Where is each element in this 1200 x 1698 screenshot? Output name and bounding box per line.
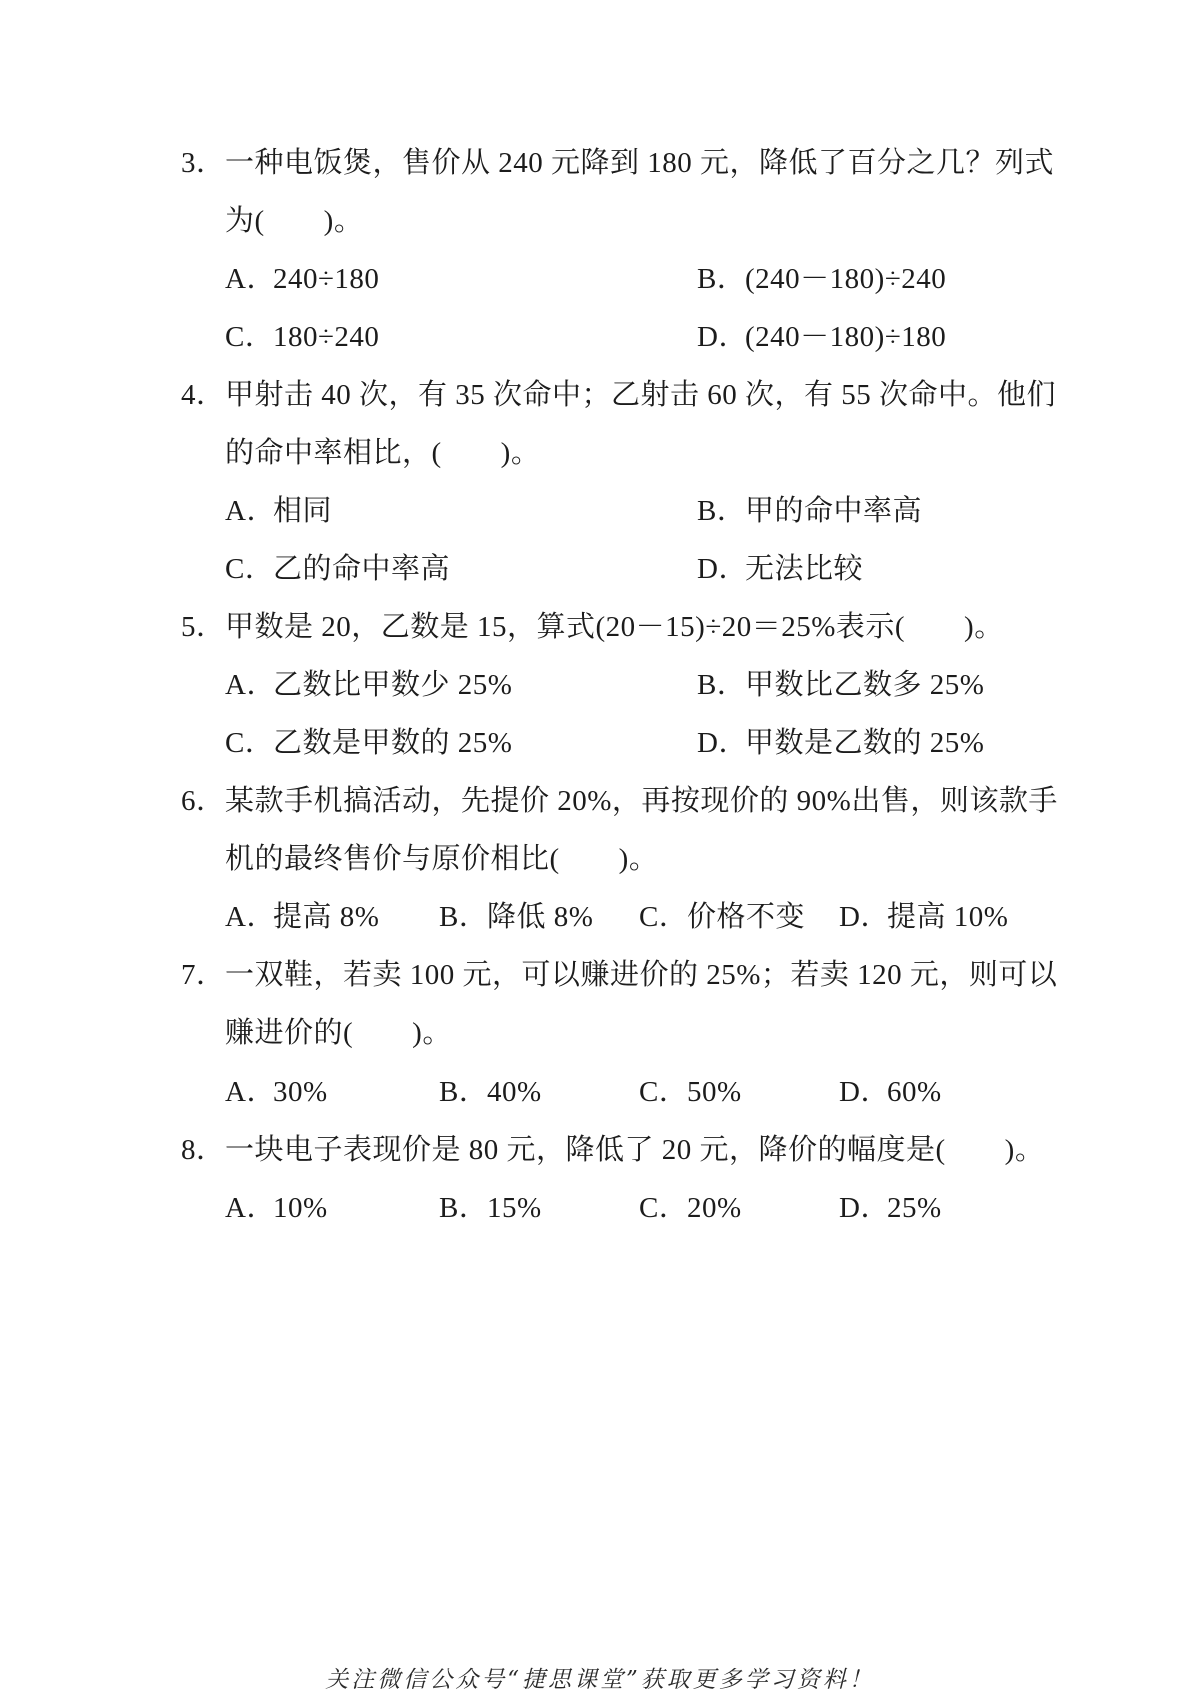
option-text: 180÷240 <box>273 321 380 353</box>
question-text-line: 一块电子表现价是 80 元，降低了 20 元，降价的幅度是( )。 <box>225 1134 1045 1166</box>
question-text-line: 一双鞋，若卖 100 元，可以赚进价的 25%；若卖 120 元，则可以 <box>225 959 1058 991</box>
option-letter: A． <box>225 669 276 701</box>
question-number: 6． <box>181 785 226 817</box>
option-text: 无法比较 <box>745 553 864 585</box>
option-letter: D． <box>697 727 748 759</box>
option-text: 10% <box>273 1192 328 1224</box>
option-a <box>225 1188 328 1228</box>
option-a <box>225 897 379 937</box>
option-letter: C． <box>225 553 275 585</box>
option-text: 20% <box>687 1192 742 1224</box>
option-letter: B． <box>697 669 747 701</box>
option-b <box>697 259 946 299</box>
option-text: 乙数比甲数少 25% <box>273 669 513 701</box>
option-letter: D． <box>839 1192 890 1224</box>
option-text: 50% <box>687 1076 742 1108</box>
question-text-line: 甲数是 20，乙数是 15，算式(20－15)÷20＝25%表示( )。 <box>225 611 1004 643</box>
option-d <box>839 897 1008 937</box>
footer-promo-text: 关注微信公众号“捷思课堂”获取更多学习资料！ <box>325 1667 875 1693</box>
option-letter: B． <box>697 495 747 527</box>
option-letter: C． <box>639 1192 689 1224</box>
option-a <box>225 259 379 299</box>
question-number: 7． <box>181 959 226 991</box>
option-text: (240－180)÷240 <box>745 263 947 295</box>
question-text-line: 某款手机搞活动，先提价 20%，再按现价的 90%出售，则该款手 <box>225 785 1058 817</box>
option-text: 240÷180 <box>273 263 380 295</box>
option-text: 提高 10% <box>887 901 1009 933</box>
option-d <box>839 1188 942 1228</box>
option-text: 15% <box>487 1192 542 1224</box>
question-number: 5． <box>181 611 226 643</box>
question-number: 4． <box>181 379 226 411</box>
option-text: 乙的命中率高 <box>273 553 451 585</box>
option-b <box>439 1072 542 1112</box>
option-d <box>697 723 984 763</box>
option-letter: C． <box>225 727 275 759</box>
option-text: 降低 8% <box>487 901 594 933</box>
question-number: 8． <box>181 1134 226 1166</box>
option-text: 40% <box>487 1076 542 1108</box>
option-letter: A． <box>225 1192 276 1224</box>
option-letter: D． <box>839 1076 890 1108</box>
option-letter: D． <box>697 553 748 585</box>
option-text: 60% <box>887 1076 942 1108</box>
option-letter: A． <box>225 1076 276 1108</box>
option-d <box>697 549 863 589</box>
option-letter: B． <box>439 1076 489 1108</box>
question-text-line: 为( )。 <box>225 205 364 237</box>
question-text-line: 甲射击 40 次，有 35 次命中；乙射击 60 次，有 55 次命中。他们 <box>225 379 1057 411</box>
option-b <box>697 491 922 531</box>
option-c <box>225 317 379 357</box>
option-letter: A． <box>225 495 276 527</box>
option-letter: A． <box>225 901 276 933</box>
option-d <box>697 317 946 357</box>
option-a <box>225 491 332 531</box>
option-c <box>639 1072 742 1112</box>
option-letter: B． <box>439 1192 489 1224</box>
option-b <box>439 1188 542 1228</box>
option-text: 提高 8% <box>273 901 380 933</box>
option-a <box>225 665 512 705</box>
question-text-line: 一种电饭煲，售价从 240 元降到 180 元，降低了百分之几？列式 <box>225 147 1055 179</box>
option-letter: B． <box>439 901 489 933</box>
option-text: 相同 <box>273 495 333 527</box>
option-c <box>639 897 805 937</box>
option-b <box>697 665 984 705</box>
option-d <box>839 1072 942 1112</box>
option-b <box>439 897 593 937</box>
option-text: 甲的命中率高 <box>745 495 923 527</box>
option-a <box>225 1072 328 1112</box>
option-letter: D． <box>839 901 890 933</box>
option-text: 25% <box>887 1192 942 1224</box>
question-number: 3． <box>181 147 226 179</box>
question-text-line: 机的最终售价与原价相比( )。 <box>225 843 659 875</box>
option-text: 30% <box>273 1076 328 1108</box>
option-c <box>225 723 512 763</box>
option-text: 甲数比乙数多 25% <box>745 669 985 701</box>
option-c <box>225 549 450 589</box>
option-letter: A． <box>225 263 276 295</box>
option-letter: C． <box>225 321 275 353</box>
option-text: (240－180)÷180 <box>745 321 947 353</box>
option-letter: C． <box>639 1076 689 1108</box>
option-text: 乙数是甲数的 25% <box>273 727 513 759</box>
question-text-line: 的命中率相比，( )。 <box>225 437 541 469</box>
option-letter: D． <box>697 321 748 353</box>
option-text: 价格不变 <box>687 901 806 933</box>
option-text: 甲数是乙数的 25% <box>745 727 985 759</box>
option-c <box>639 1188 742 1228</box>
option-letter: C． <box>639 901 689 933</box>
question-text-line: 赚进价的( )。 <box>225 1017 452 1049</box>
option-letter: B． <box>697 263 747 295</box>
